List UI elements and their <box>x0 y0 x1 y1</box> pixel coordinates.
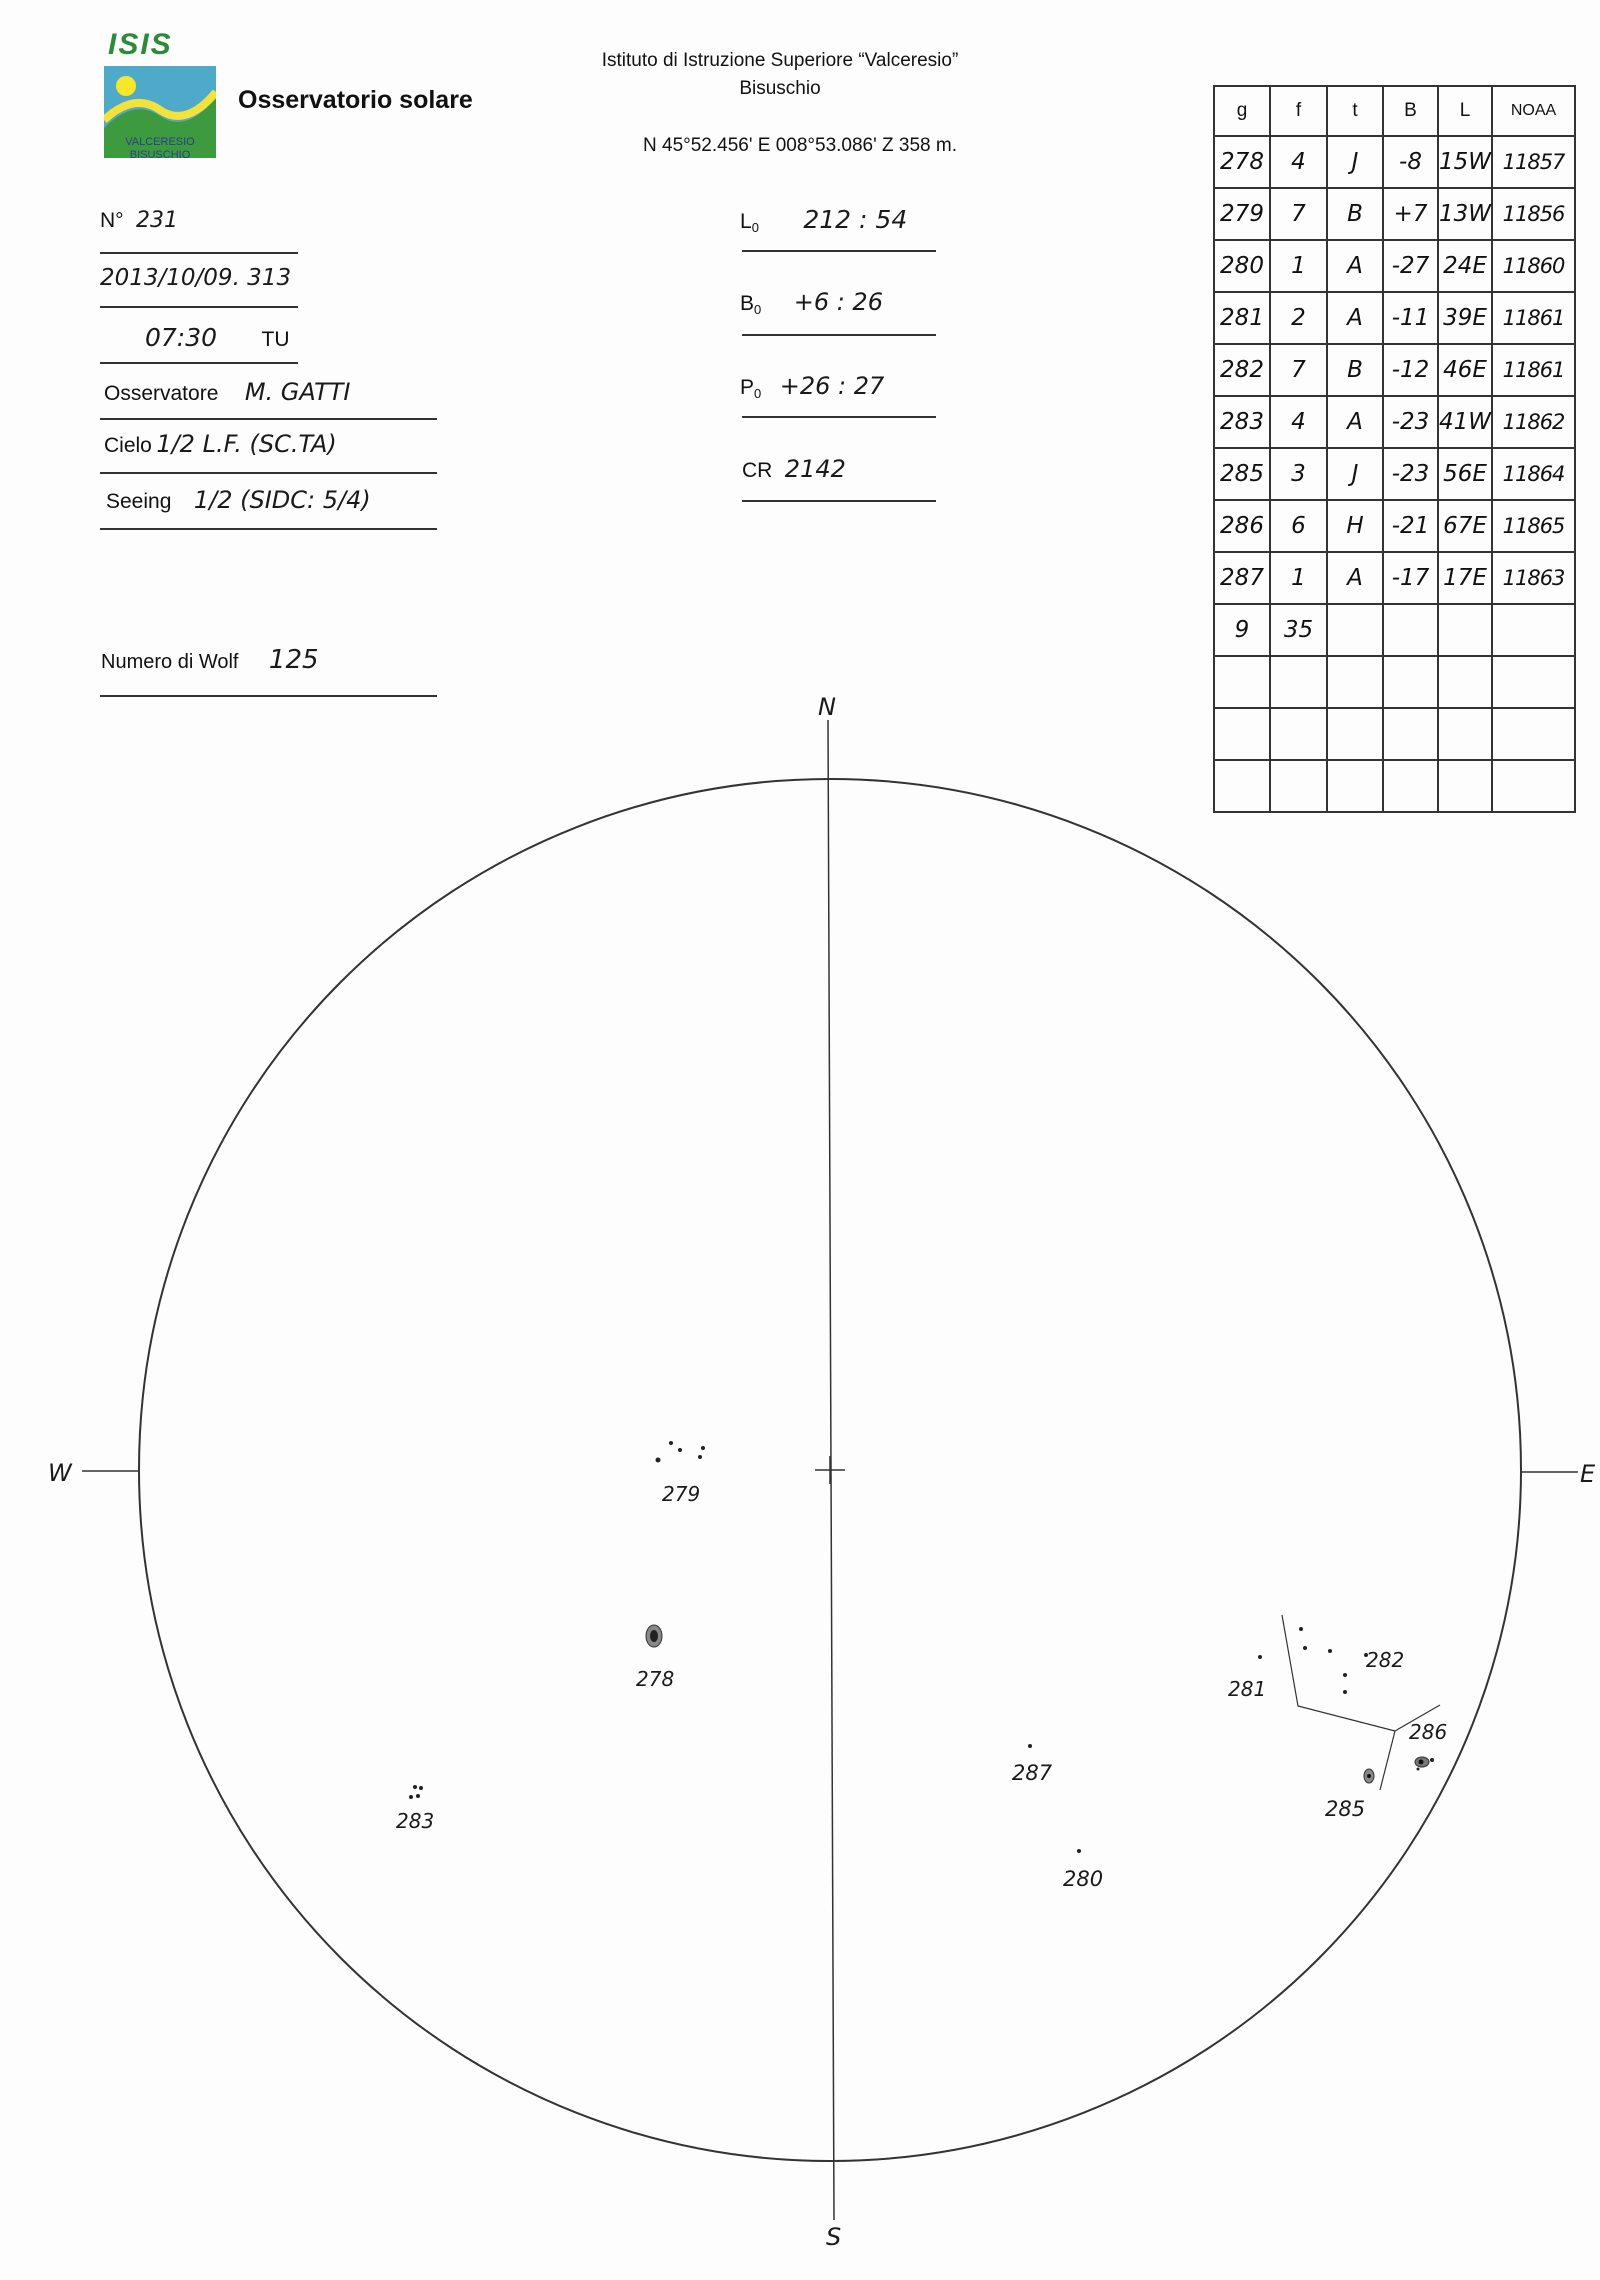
cell-g: 281 <box>1214 292 1270 344</box>
b0-subscript: 0 <box>754 302 762 318</box>
cell-g: 283 <box>1214 396 1270 448</box>
l0-label: L <box>740 210 752 233</box>
header-t: t <box>1327 86 1383 136</box>
header-b: B <box>1383 86 1438 136</box>
cell-b: -27 <box>1383 240 1438 292</box>
cell-noaa: 11861 <box>1492 292 1575 344</box>
b0-value: +6 : 26 <box>793 288 883 316</box>
cell-b: -21 <box>1383 500 1438 552</box>
cell-f: 7 <box>1270 344 1327 396</box>
logo-sub-2: BISUSCHIO <box>129 149 191 161</box>
cell-l: 56E <box>1438 448 1492 500</box>
group-282-bracket <box>1282 1615 1395 1731</box>
institute-town: Bisuschio <box>739 78 821 99</box>
group-283-spots <box>409 1785 423 1799</box>
cell-b: -12 <box>1383 344 1438 396</box>
group-label-281: 281 <box>1228 1677 1267 1701</box>
cell-g: 285 <box>1214 448 1270 500</box>
group-label-283: 283 <box>396 1809 435 1833</box>
group-282-spots <box>1299 1627 1368 1694</box>
observatory-title: Osservatorio solare <box>238 86 473 114</box>
seeing-label: Seeing <box>106 490 172 513</box>
cell-noaa: 11864 <box>1492 448 1575 500</box>
cell-t: J <box>1327 448 1383 500</box>
cell-g: 286 <box>1214 500 1270 552</box>
cell-f: 6 <box>1270 500 1327 552</box>
cell-noaa: 11865 <box>1492 500 1575 552</box>
record-number-value: 231 <box>136 208 179 233</box>
l0-subscript: 0 <box>751 220 759 236</box>
group-287-spot <box>1028 1744 1032 1748</box>
cell-f: 35 <box>1270 604 1327 656</box>
group-label-280: 280 <box>1063 1867 1104 1891</box>
wolf-number-label: Numero di Wolf <box>101 651 239 673</box>
group-label-285: 285 <box>1325 1797 1366 1821</box>
cell-t: B <box>1327 344 1383 396</box>
group-285-spot <box>1364 1769 1374 1783</box>
cell-t: A <box>1327 396 1383 448</box>
group-label-287: 287 <box>1012 1761 1053 1785</box>
cell-f: 2 <box>1270 292 1327 344</box>
header-noaa: NOAA <box>1492 86 1575 136</box>
observer-label: Osservatore <box>104 382 219 405</box>
cell-b: -23 <box>1383 448 1438 500</box>
group-280-spot <box>1077 1849 1081 1853</box>
group-label-282: 282 <box>1366 1648 1405 1672</box>
l0-value: 212 : 54 <box>803 205 908 234</box>
south-label: S <box>826 2223 842 2251</box>
cell-l: 46E <box>1438 344 1492 396</box>
group-285-bracket <box>1380 1731 1395 1790</box>
group-label-286: 286 <box>1409 1720 1448 1744</box>
cell-b: -17 <box>1383 552 1438 604</box>
header-l: L <box>1438 86 1492 136</box>
cell-l: 39E <box>1438 292 1492 344</box>
cell-noaa: 11857 <box>1492 136 1575 188</box>
header-g: g <box>1214 86 1270 136</box>
cell-t: A <box>1327 240 1383 292</box>
logo-sub-1: VALCERESIO <box>125 136 195 148</box>
east-label: E <box>1580 1460 1596 1488</box>
group-281-spot <box>1258 1655 1262 1659</box>
cell-f: 3 <box>1270 448 1327 500</box>
cell-l: 67E <box>1438 500 1492 552</box>
cell-f: 1 <box>1270 240 1327 292</box>
cell-g: 278 <box>1214 136 1270 188</box>
group-label-278: 278 <box>636 1667 675 1691</box>
institute-name: Istituto di Istruzione Superiore “Valceresio” <box>601 50 959 71</box>
cell-f: 7 <box>1270 188 1327 240</box>
cell-t: J <box>1327 136 1383 188</box>
wolf-number-value: 125 <box>268 645 319 675</box>
p0-label: P <box>740 376 755 399</box>
cell-l: 13W <box>1438 188 1492 240</box>
group-286-spots <box>1415 1757 1434 1771</box>
cell-noaa: 11856 <box>1492 188 1575 240</box>
cell-noaa: 11861 <box>1492 344 1575 396</box>
cell-f: 4 <box>1270 136 1327 188</box>
west-label: W <box>48 1459 72 1487</box>
group-279-spots <box>656 1441 706 1463</box>
cell-f: 4 <box>1270 396 1327 448</box>
cell-b: -23 <box>1383 396 1438 448</box>
cr-label: CR <box>742 459 773 482</box>
seeing-value: 1/2 (SIDC: 5/4) <box>193 486 371 514</box>
cell-g: 9 <box>1214 604 1270 656</box>
observation-time: 07:30 <box>145 323 218 352</box>
p0-subscript: 0 <box>754 386 762 402</box>
cell-g: 282 <box>1214 344 1270 396</box>
group-278-spot <box>646 1625 662 1647</box>
site-coordinates: N 45°52.456' E 008°53.086' Z 358 m. <box>643 135 957 156</box>
cell-t: A <box>1327 292 1383 344</box>
north-label: N <box>818 693 836 721</box>
group-label-279: 279 <box>662 1482 701 1506</box>
cell-noaa: 11860 <box>1492 240 1575 292</box>
record-number-label: N° <box>100 209 124 232</box>
cell-t: B <box>1327 188 1383 240</box>
cell-l: 17E <box>1438 552 1492 604</box>
sky-value: 1/2 L.F. (SC.TA) <box>156 430 337 458</box>
cell-t: A <box>1327 552 1383 604</box>
cell-g: 279 <box>1214 188 1270 240</box>
cr-value: 2142 <box>784 455 846 483</box>
sky-label: Cielo <box>104 434 152 457</box>
logo-wordmark: ISIS <box>108 28 173 61</box>
cell-f: 1 <box>1270 552 1327 604</box>
cell-b: -8 <box>1383 136 1438 188</box>
cell-l: 15W <box>1438 136 1492 188</box>
cell-g: 280 <box>1214 240 1270 292</box>
header-f: f <box>1270 86 1327 136</box>
cell-b: +7 <box>1383 188 1438 240</box>
cell-l: 24E <box>1438 240 1492 292</box>
p0-value: +26 : 27 <box>779 372 885 400</box>
b0-label: B <box>740 292 755 315</box>
observation-date: 2013/10/09. 313 <box>100 265 292 291</box>
cell-noaa: 11862 <box>1492 396 1575 448</box>
cell-t: H <box>1327 500 1383 552</box>
cell-noaa: 11863 <box>1492 552 1575 604</box>
observer-value: M. GATTI <box>244 378 351 406</box>
cell-g: 287 <box>1214 552 1270 604</box>
time-unit: TU <box>261 328 290 351</box>
cell-l: 41W <box>1438 396 1492 448</box>
cell-b: -11 <box>1383 292 1438 344</box>
